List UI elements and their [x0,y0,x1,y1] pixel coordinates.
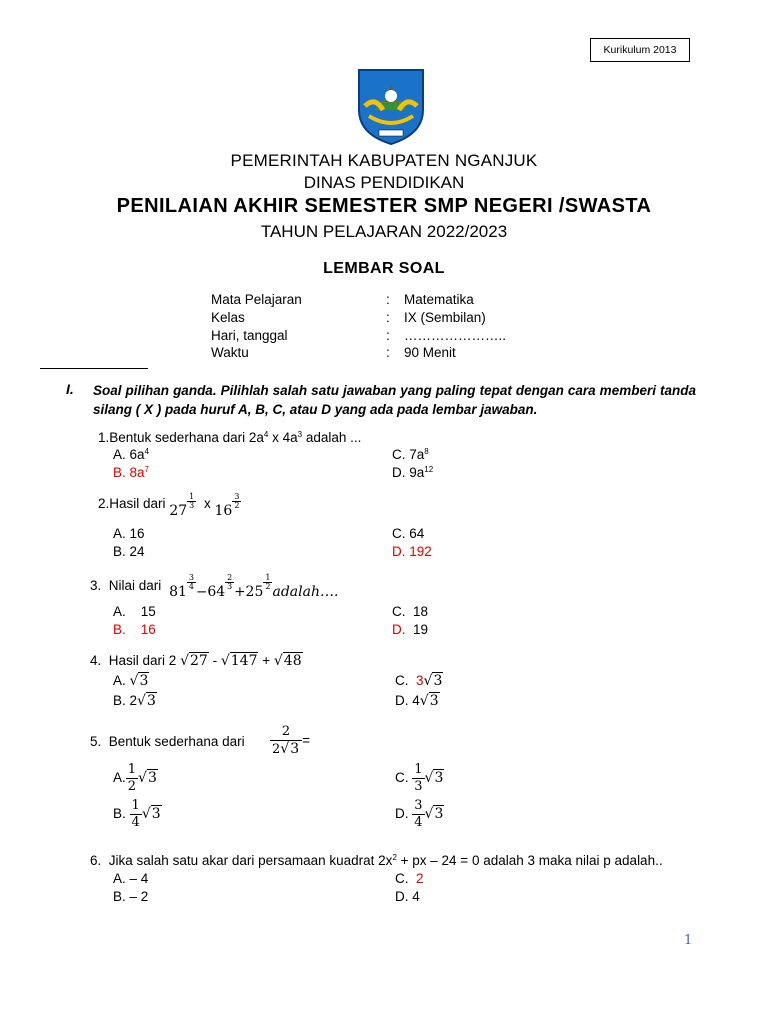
q6-option-c: C. 2 [395,871,424,886]
question-1: 1.Bentuk sederhana dari $2a^4$ x $4a^3$ adalah ... [98,430,362,445]
academic-year: TAHUN PELAJARAN 2022/2023 [260,222,508,241]
header-government: PEMERINTAH KABUPATEN NGANJUK [230,151,538,170]
q3-option-a: A. 15 [113,604,156,619]
q4-option-c: C. 3√3 [395,673,443,689]
q3-option-b: B. 16 [113,622,156,637]
header-department: DINAS PENDIDIKAN [303,173,465,192]
q4-option-b: B. 2√3 [113,693,156,709]
divider-rule [40,368,148,369]
section-instructions: Soal pilihan ganda. Pilihlah salah satu jawaban yang paling tepat dengan cara memberi tanda silang ( X ) pada huruf A, B, C, atau D yang ada pada lembar jawaban. [93,383,696,417]
q2-option-d: D. 192 [392,544,432,559]
exam-title: PENILAIAN AKHIR SEMESTER SMP NEGERI /SWASTA [116,195,652,217]
section-number: I. [66,381,74,397]
info-row-subject: Mata Pelajaran : Matematika [211,292,474,307]
q3-option-d: D. 19 [392,622,429,637]
q1-option-a: A. $6a^4$ [113,447,149,462]
q1-option-d: D. $9a^{12}$ [392,465,434,480]
q2-option-c: C. 64 [392,526,425,541]
q5-option-c: C. $\frac{1}{3}$ √3 [395,762,444,794]
q2-option-a: A. 16 [113,526,145,541]
q5-expression: $\frac{2}{2√3}$ = [272,724,311,757]
question-5: 5. Bentuk sederhana dari [90,734,245,749]
q6-option-b: B. – 2 [113,889,149,904]
q6-option-d: D. 4 [395,889,420,904]
question-4: 4. Hasil dari 2 √27 - √147 + √48 [90,653,302,669]
info-row-time: Waktu : 90 Menit [211,345,456,360]
q5-option-b: B. $\frac{1}{4}$ √3 [113,798,161,830]
question-3: 3. Nilai dari 81 $\frac{3}{4}$ −64 $\frac{2}{3}$ +25 $\frac{1}{2}$ adalah…. [90,573,339,601]
q2-option-b: B. 24 [113,544,145,559]
question-6: 6. Jika salah satu akar dari persamaan kuadrat $2x^2$ + px – 24 = 0 adalah 3 maka nilai p adalah.. [90,853,663,868]
q1-option-c: C. $7a^8$ [392,447,429,462]
regency-emblem-logo [355,66,427,146]
question-2: 2.Hasil dari 27 $\frac{1}{3}$ x 16 $\frac{3}{2}$ [98,492,240,520]
page-number: 1 [684,933,693,948]
curriculum-badge: Kurikulum 2013 [590,38,690,62]
q4-option-a: A. √3 [113,673,149,689]
q5-option-a: A. $\frac{1}{2}$ √3 [113,762,157,794]
q5-option-d: D. $\frac{3}{4}$ √3 [395,798,444,830]
q1-option-b: B. $8a^7$ [113,465,149,480]
info-row-date: Hari, tanggal : ………………….. [211,328,507,343]
sheet-title: LEMBAR SOAL [323,260,445,277]
q3-option-c: C. 18 [392,604,429,619]
info-row-class: Kelas : IX (Sembilan) [211,310,486,325]
q4-option-d: D. 4√3 [395,693,439,709]
q6-option-a: A. – 4 [113,871,149,886]
